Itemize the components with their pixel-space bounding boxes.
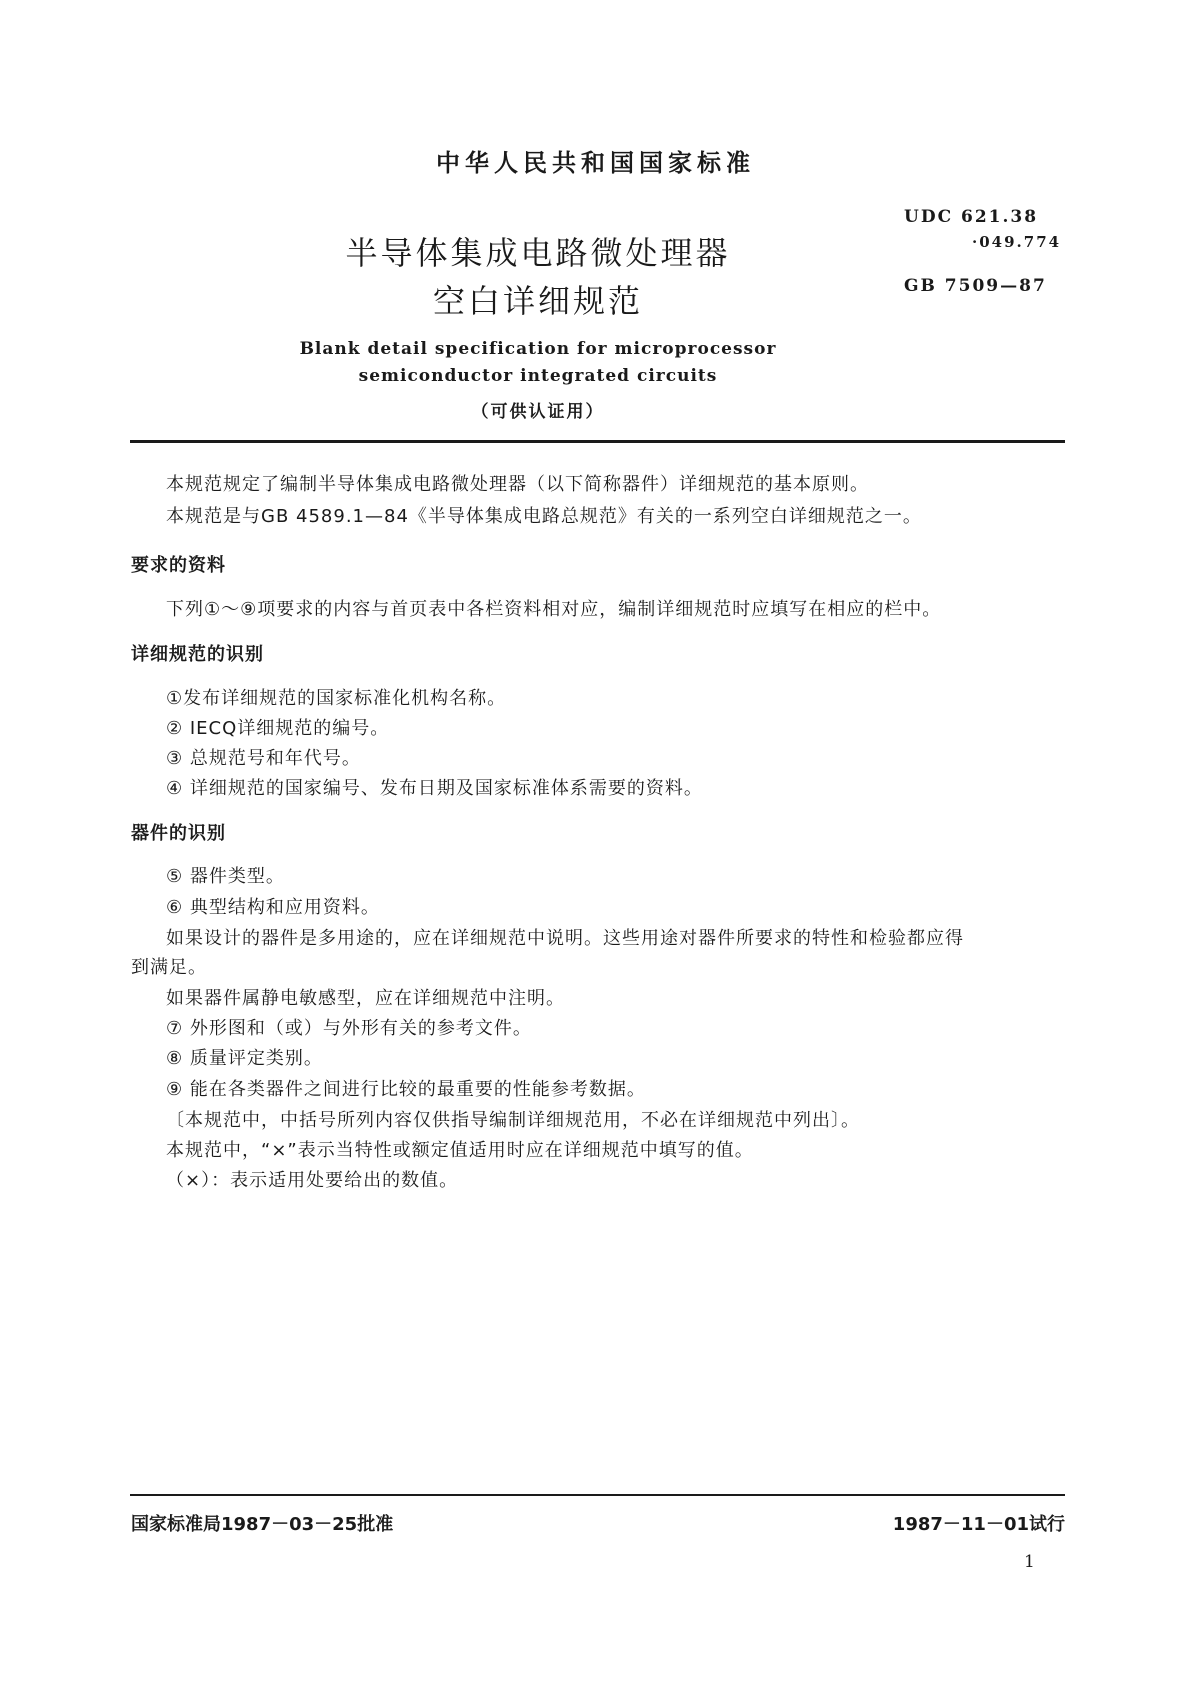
device-item-7: ⑦ 外形图和（或）与外形有关的参考文件。 — [166, 1018, 532, 1039]
title-chinese-line2: 空白详细规范 — [432, 282, 643, 320]
esd-note: 如果器件属静电敏感型，应在详细规范中注明。 — [166, 988, 565, 1009]
gb-standard-number: GB 7509—87 — [904, 276, 1047, 296]
section-heading-spec-identification: 详细规范的识别 — [131, 644, 264, 665]
device-item-8: ⑧ 质量评定类别。 — [166, 1048, 323, 1069]
certification-note: （可供认证用） — [471, 402, 605, 422]
required-info-text: 下列①～⑨项要求的内容与首页表中各栏资料相对应，编制详细规范时应填写在相应的栏中。 — [166, 599, 942, 620]
approval-date: 国家标准局1987－03－25批准 — [131, 1514, 394, 1535]
page-number: 1 — [1024, 1552, 1035, 1572]
device-item-9: ⑨ 能在各类器件之间进行比较的最重要的性能参考数据。 — [166, 1079, 646, 1100]
spec-item-2: ② IECQ详细规范的编号。 — [166, 718, 390, 739]
paren-x-value-note: （×）：表示适用处要给出的数值。 — [166, 1170, 459, 1191]
device-item-6: ⑥ 典型结构和应用资料。 — [166, 897, 380, 918]
title-english-line1: Blank detail specification for microprocessor — [299, 339, 777, 359]
footer-divider — [130, 1494, 1065, 1496]
intro-paragraph-1: 本规范规定了编制半导体集成电路微处理器（以下简称器件）详细规范的基本原则。 — [166, 474, 869, 495]
section-heading-required-info: 要求的资料 — [131, 555, 226, 576]
udc-number: UDC 621.38 — [904, 207, 1039, 227]
udc-number-continued: ·049.774 — [972, 233, 1062, 251]
spec-item-4: ④ 详细规范的国家编号、发布日期及国家标准体系需要的资料。 — [166, 778, 703, 799]
x-value-note: 本规范中，“×”表示当特性或额定值适用时应在详细规范中填写的值。 — [166, 1140, 754, 1161]
bracket-note: 〔本规范中，中括号所列内容仅供指导编制详细规范用，不必在详细规范中列出〕。 — [166, 1110, 860, 1131]
spec-item-3: ③ 总规范号和年代号。 — [166, 748, 361, 769]
effective-date: 1987－11－01试行 — [892, 1514, 1065, 1535]
standard-header: 中华人民共和国国家标准 — [436, 149, 755, 177]
multi-use-paragraph-line1: 如果设计的器件是多用途的，应在详细规范中说明。这些用途对器件所要求的特性和检验都应得 — [166, 928, 964, 949]
multi-use-paragraph-line2: 到满足。 — [131, 957, 207, 978]
header-divider — [130, 440, 1065, 443]
device-item-5: ⑤ 器件类型。 — [166, 866, 285, 887]
spec-item-1: ①发布详细规范的国家标准化机构名称。 — [166, 688, 507, 709]
title-english-line2: semiconductor integrated circuits — [358, 366, 718, 386]
section-heading-device-identification: 器件的识别 — [131, 823, 226, 844]
title-chinese-line1: 半导体集成电路微处理器 — [345, 234, 731, 272]
intro-paragraph-2: 本规范是与GB 4589.1—84《半导体集成电路总规范》有关的一系列空白详细规范之一。 — [166, 506, 922, 527]
